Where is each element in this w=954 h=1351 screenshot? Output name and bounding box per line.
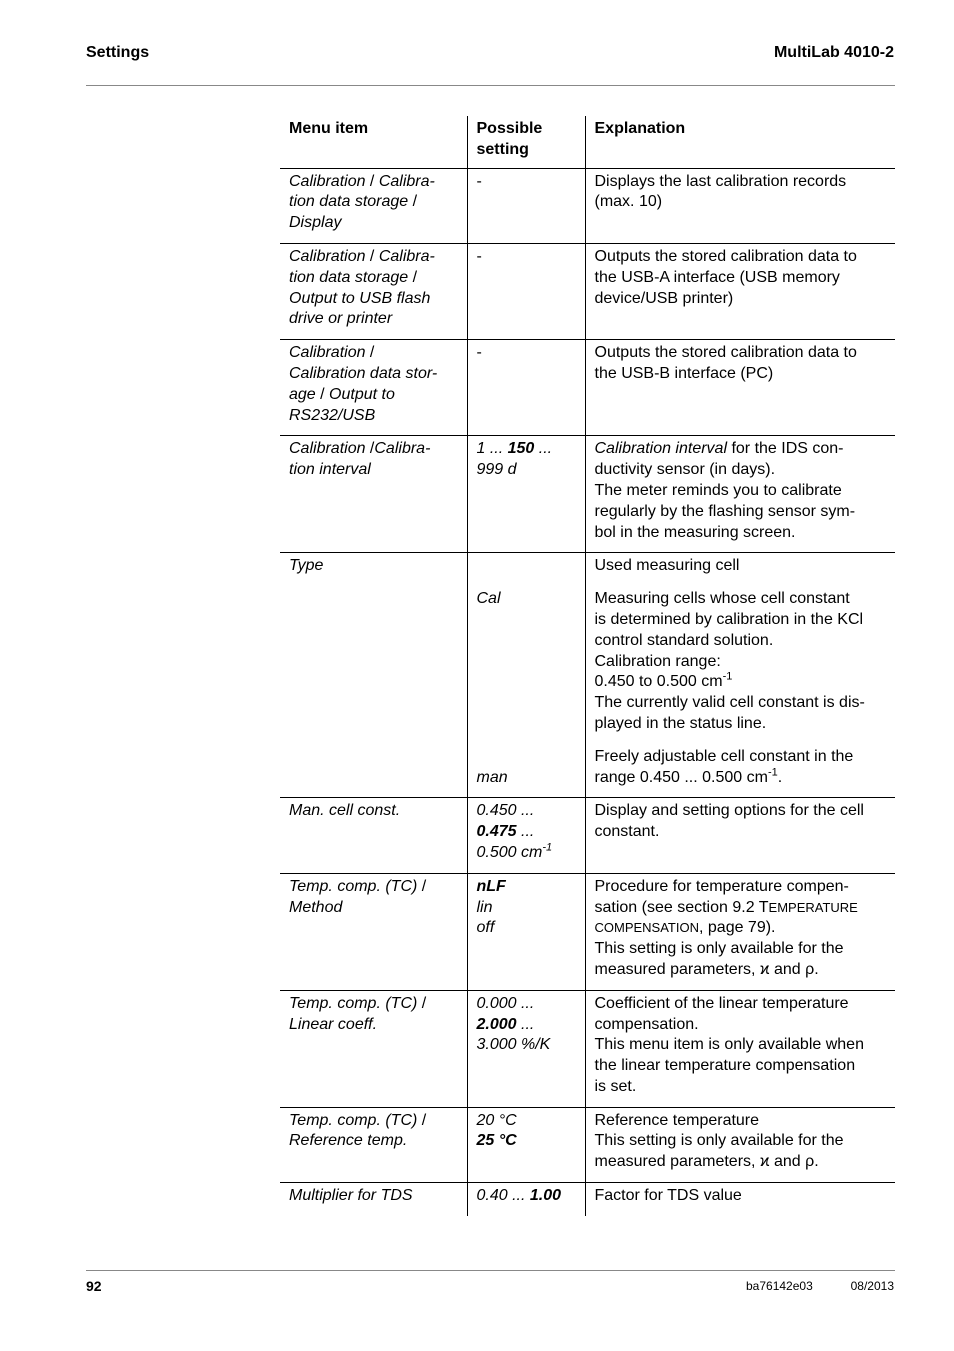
table-row (280, 1107, 895, 1182)
setting-cell: 1 ... 150 ... 999 d (467, 436, 585, 553)
explanation-cell: Display and setting options for the cell constant. (585, 798, 895, 873)
explanation-cell: Calibration interval for the IDS con- ductivity sensor (in days). The meter reminds you to calibrate regularly by the flashing sensor sym- bol in the measuring screen. (585, 436, 895, 553)
table-header-row (280, 116, 895, 168)
document-date: 08/2013 (850, 1279, 894, 1293)
table-row (280, 340, 895, 436)
explanation-cell: Coefficient of the linear temperature compensation. This menu item is only available when the linear temperature compensation is set. (585, 990, 895, 1107)
header-divider (86, 85, 895, 86)
setting-cell: Cal man (467, 553, 585, 798)
footer-divider (86, 1270, 895, 1271)
table-row (280, 168, 895, 243)
explanation-cell: Procedure for temperature compen- sation (see section 9.2 TEMPERATURE COMPENSATION, page 79). This setting is only available for the measured parameters, ϰ and ρ. (585, 873, 895, 990)
table-row (280, 243, 895, 339)
menu-item-cell: Calibration / Calibra- tion data storage / Output to USB flash drive or printer (280, 243, 467, 339)
setting-cell: 20 °C 25 °C (467, 1107, 585, 1182)
menu-item-cell: Temp. comp. (TC) / Linear coeff. (280, 990, 467, 1107)
setting-cell: - (467, 243, 585, 339)
explanation-cell: Outputs the stored calibration data to the USB-A interface (USB memory device/USB printer) (585, 243, 895, 339)
menu-item-cell: Temp. comp. (TC) / Reference temp. (280, 1107, 467, 1182)
menu-item-cell: Calibration / Calibration data stor- age / Output to RS232/USB (280, 340, 467, 436)
table-row (280, 436, 895, 553)
explanation-cell: Used measuring cell Measuring cells whose cell constant is determined by calibration in the KCl control standard solution. Calibration range: 0.450 to 0.500 $cm^{-1}$ The currently valid cell constant is dis- played in the status line. Freely adjustable cell constant in the range 0.450 ... 0.500 $cm^{-1}$. (585, 553, 895, 798)
menu-item-cell: Multiplier for TDS (280, 1183, 467, 1216)
document-id: ba76142e03 (746, 1279, 813, 1293)
col-header-possible-setting: Possible setting (467, 116, 585, 168)
setting-cell: 0.40 ... 1.00 (467, 1183, 585, 1216)
table-row (280, 798, 895, 873)
explanation-cell: Outputs the stored calibration data to the USB-B interface (PC) (585, 340, 895, 436)
setting-cell: nLF lin off (467, 873, 585, 990)
menu-item-cell: Man. cell const. (280, 798, 467, 873)
col-header-explanation: Explanation (585, 116, 895, 168)
page-number: 92 (86, 1278, 102, 1294)
settings-table (280, 116, 895, 1216)
setting-cell: 0.000 ... 2.000 ... 3.000 %/K (467, 990, 585, 1107)
header-section-title: Settings (86, 44, 150, 61)
table-row (280, 1183, 895, 1216)
menu-item-cell: Type (280, 553, 467, 798)
explanation-cell: Factor for TDS value (585, 1183, 895, 1216)
setting-cell: - (467, 340, 585, 436)
explanation-cell: Reference temperature This setting is only available for the measured parameters, ϰ and ρ. (585, 1107, 895, 1182)
explanation-cell: Displays the last calibration records (max. 10) (585, 168, 895, 243)
header-product-name: MultiLab 4010-2 (773, 44, 894, 61)
menu-item-cell: Temp. comp. (TC) / Method (280, 873, 467, 990)
setting-cell: 0.450 ... 0.475 ... 0.500 $cm^{-1}$ (467, 798, 585, 873)
menu-item-cell: Calibration / Calibra- tion data storage / Display (289, 172, 435, 232)
col-header-menu-item: Menu item (280, 116, 467, 168)
table-row (280, 873, 895, 990)
menu-item-cell: Calibration /Calibra- tion interval (280, 436, 467, 553)
setting-cell: - (467, 168, 585, 243)
table-row (280, 553, 895, 798)
table-row (280, 990, 895, 1107)
